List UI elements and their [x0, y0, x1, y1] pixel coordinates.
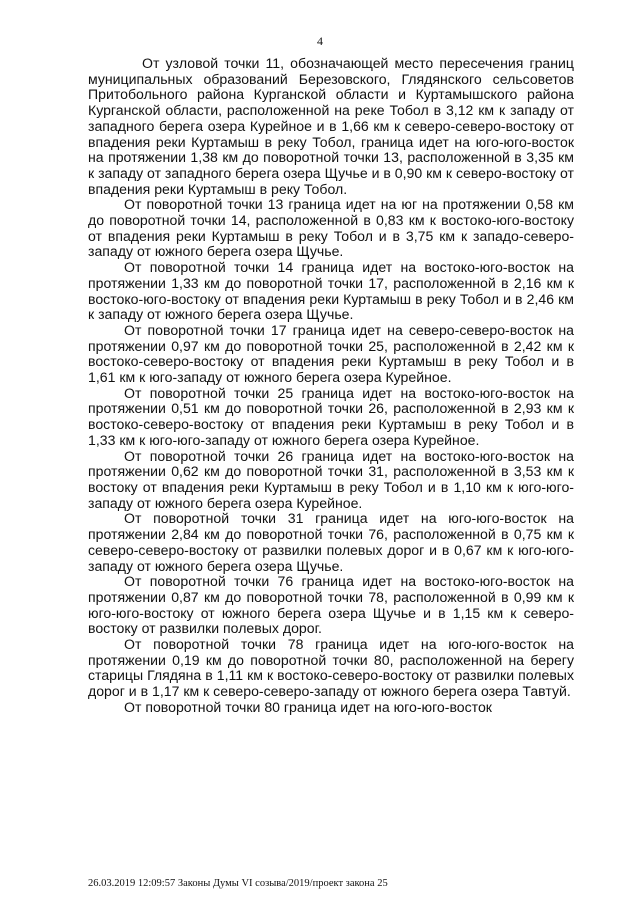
- paragraph-4: От поворотной точки 17 граница идет на северо-северо-восток на протяжении 0,97 км до поворотной точки 25, расположенной в 2,42 км к востоко-северо-востоку от впадения реки Куртамыш в реку Тобол и в 1,61 км к юго-западу от южного берега озера Курейное.: [88, 321, 574, 386]
- paragraph-6: От поворотной точки 26 граница идет на востоко-юго-восток на протяжении 0,62 км до поворотной точки 31, расположенной в 3,53 км к востоку от впадения реки Куртамыш в реку Тобол и в 1,10 км к юго-юго-западу от южного берега озера Курейное.: [88, 447, 574, 511]
- paragraph-10: От поворотной точки 80 граница идет на юго-юго-восток: [124, 698, 492, 715]
- document-footer: 26.03.2019 12:09:57 Законы Думы VI созыва/2019/проект закона 25: [88, 878, 388, 889]
- paragraph-8: От поворотной точки 76 граница идет на востоко-юго-восток на протяжении 0,87 км до поворотной точки 78, расположенной в 0,99 км к юго-юго-востоку от южного берега озера Щучье и в 1,15 км к северо-востоку от развилки полевых дорог.: [88, 573, 574, 637]
- paragraph-7: От поворотной точки 31 граница идет на юго-юго-восток на протяжении 2,84 км до поворотной точки 76, расположенной в 0,75 км к северо-северо-востоку от развилки полевых дорог и в 0,67 км к юго-юго-западу от южного берега озера Щучье.: [88, 510, 574, 574]
- page-number: 4: [317, 34, 323, 48]
- paragraph-2: От поворотной точки 13 граница идет на юг на протяжении 0,58 км до поворотной точки 14, расположенной в 0,83 км к востоко-юго-востоку от впадения реки Куртамыш в реку Тобол и в 3,75 км к западо-северо-западу от южного берега озера Щучье.: [88, 196, 574, 260]
- document-body: [88, 56, 574, 716]
- paragraph-3: От поворотной точки 14 граница идет на востоко-юго-восток на протяжении 1,33 км до поворотной точки 17, расположенной в 2,16 км к востоко-юго-востоку от впадения реки Куртамыш в реку Тобол и в 2,46 км к западу от южного берега озера Щучье.: [88, 259, 574, 323]
- paragraph-5: От поворотной точки 25 граница идет на востоко-юго-восток на протяжении 0,51 км до поворотной точки 26, расположенной в 2,93 км к востоко-северо-востоку от впадения реки Куртамыш в реку Тобол и в 1,33 км к юго-юго-западу от южного берега озера Курейное.: [88, 384, 574, 448]
- paragraph-9: От поворотной точки 78 граница идет на юго-юго-восток на протяжении 0,19 км до поворотной точки 80, расположенной на берегу старицы Глядяна в 1,11 км к востоко-северо-востоку от развилки полевых дорог и в 1,17 км к северо-северо-западу от южного берега озера Тавтуй.: [88, 636, 574, 700]
- paragraph-1: От узловой точки 11, обозначающей место пересечения границ муниципальных образований Березовского, Глядянского сельсоветов Притобольного района Курганской области и Куртамышского района Курганской области, расположенной на реке Тобол в 3,12 км к западу от западного берега озера Курейное и в 1,66 км к северо-северо-востоку от впадения реки Куртамыш в реку Тобол, граница идет на юго-юго-восток на протяжении 1,38 км до поворотной точки 13, расположенной в 3,35 км к западу от западного берега озера Щучье и в 0,90 км к северо-востоку от впадения реки Куртамыш в реку Тобол.: [88, 55, 575, 197]
